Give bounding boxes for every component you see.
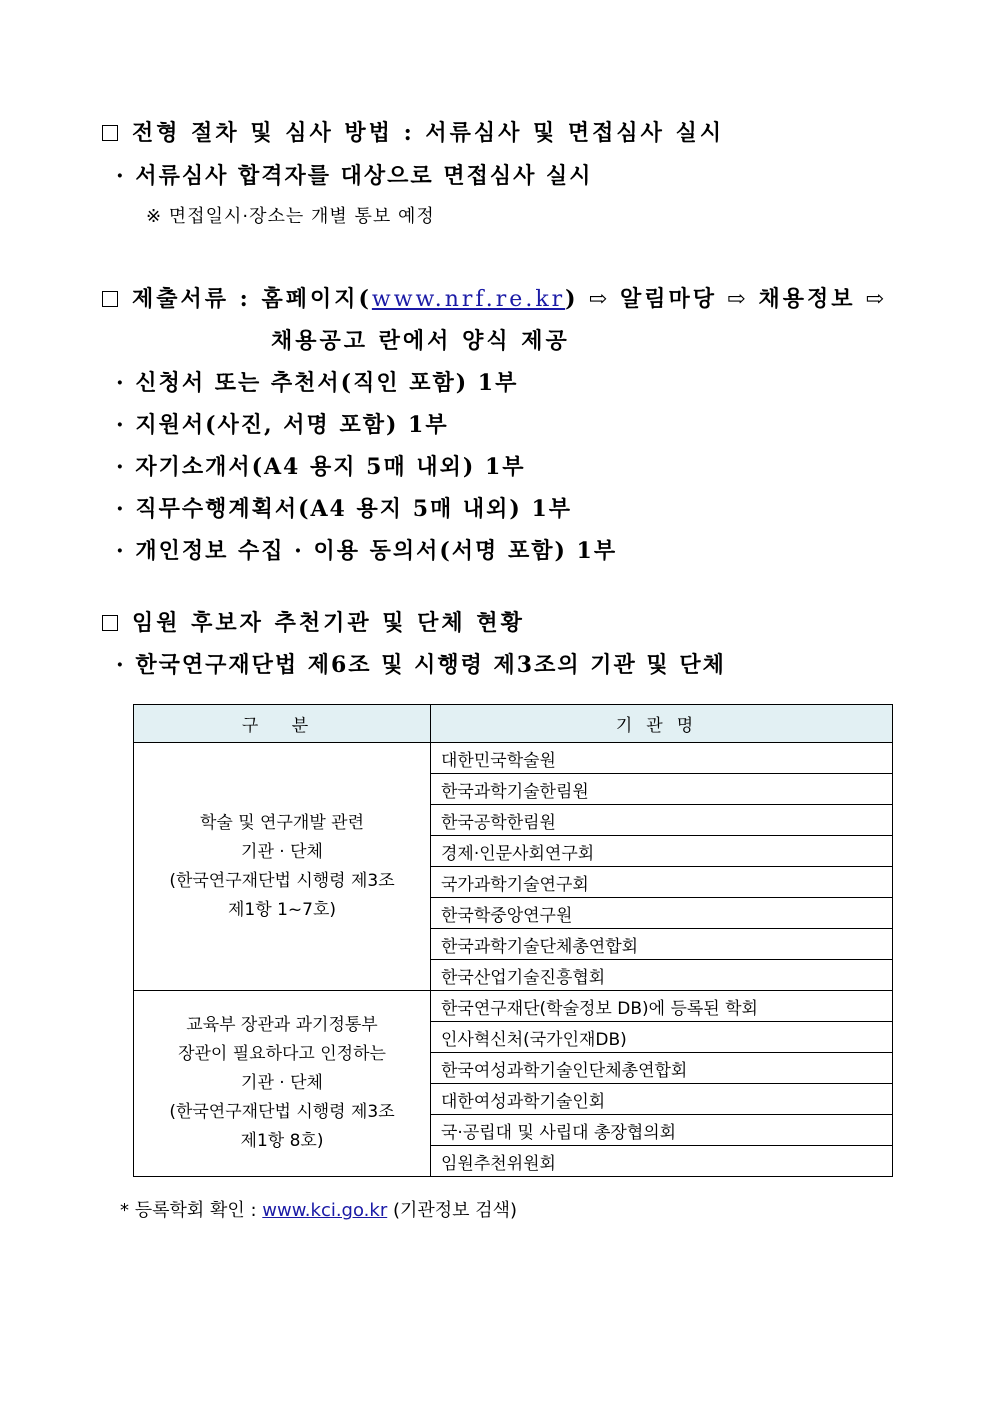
category-line: 교육부 장관과 과기정통부 — [186, 1015, 378, 1035]
category-line: 제1항 1~7호) — [228, 899, 336, 920]
section1-bullet: · 서류심사 합격자를 대상으로 면접심사 실시 — [116, 163, 593, 189]
org-cell: 인사혁신처(국가인재DB) — [431, 1022, 893, 1053]
organization-table — [133, 704, 893, 1177]
org-cell: 한국공학한림원 — [431, 805, 893, 836]
org-cell: 대한여성과학기술인회 — [431, 1084, 893, 1115]
section3-bullet: · 한국연구재단법 제6조 및 시행령 제3조의 기관 및 단체 — [116, 652, 726, 678]
org-cell: 한국과학기술한림원 — [431, 774, 893, 805]
table-header-row — [134, 705, 893, 743]
category-cell-1 — [134, 743, 431, 991]
category-cell-2 — [134, 991, 431, 1177]
category-line: 학술 및 연구개발 관련 — [199, 812, 364, 833]
category-line: (한국연구재단법 시행령 제3조 — [169, 1102, 395, 1122]
checkbox-square-icon — [102, 291, 118, 307]
header-category: 구 분 — [134, 705, 431, 743]
nrf-link[interactable]: www.nrf.re.kr — [371, 287, 566, 312]
category-line: 기관 · 단체 — [241, 1073, 323, 1093]
org-cell: 국·공립대 및 사립대 총장협의회 — [431, 1115, 893, 1146]
arrow-right-icon: ⇨ — [588, 287, 611, 312]
section3-title: 임원 후보자 추천기관 및 단체 현황 — [132, 610, 525, 636]
section2-heading — [102, 282, 897, 313]
header-org-name: 기관명 — [431, 705, 893, 743]
table-row — [134, 743, 893, 774]
document-item: · 지원서(사진, 서명 포함) 1부 — [116, 412, 449, 438]
category-line: 기관 · 단체 — [241, 841, 323, 862]
section1-heading — [102, 116, 724, 147]
category-line: 장관이 필요하다고 인정하는 — [178, 1044, 386, 1064]
document-item: · 자기소개서(A4 용지 5매 내외) 1부 — [116, 454, 526, 480]
section3-heading — [102, 606, 525, 637]
org-cell: 한국연구재단(학술정보 DB)에 등록된 학회 — [431, 991, 893, 1022]
section1-note: ※ 면접일시·장소는 개별 통보 예정 — [146, 206, 435, 227]
org-cell: 한국여성과학기술인단체총연합회 — [431, 1053, 893, 1084]
org-cell: 대한민국학술원 — [431, 743, 893, 774]
footnote-prefix: * 등록학회 확인 : — [120, 1200, 263, 1221]
checkbox-square-icon — [102, 615, 118, 631]
category-line: (한국연구재단법 시행령 제3조 — [169, 870, 395, 891]
arrow-right-icon: ⇨ — [727, 287, 749, 312]
footnote-suffix: (기관정보 검색) — [387, 1200, 518, 1221]
document-item: · 개인정보 수집 · 이용 동의서(서명 포함) 1부 — [116, 538, 618, 564]
org-cell: 한국학중앙연구원 — [431, 898, 893, 929]
section2-title-prefix: 제출서류 : 홈페이지( — [132, 286, 372, 312]
org-cell: 임원추천위원회 — [431, 1146, 893, 1177]
path-item-2: 채용정보 — [758, 286, 856, 312]
kci-link[interactable]: www.kci.go.kr — [262, 1200, 388, 1221]
org-cell: 한국과학기술단체총연합회 — [431, 929, 893, 960]
document-item: · 신청서 또는 추천서(직인 포함) 1부 — [116, 370, 519, 396]
checkbox-square-icon — [102, 125, 118, 141]
path-item-1: 알림마당 — [620, 286, 718, 312]
section2-title-line2: 채용공고 란에서 양식 제공 — [271, 328, 570, 354]
footnote — [120, 1196, 517, 1222]
document-item: · 직무수행계획서(A4 용지 5매 내외) 1부 — [116, 496, 573, 522]
table-row — [134, 991, 893, 1022]
arrow-right-icon: ⇨ — [865, 287, 887, 312]
category-line: 제1항 8호) — [240, 1131, 324, 1151]
org-cell: 국가과학기술연구회 — [431, 867, 893, 898]
org-cell: 경제·인문사회연구회 — [431, 836, 893, 867]
section2-title-suffix: ) — [565, 286, 579, 312]
org-cell: 한국산업기술진흥협회 — [431, 960, 893, 991]
section1-title: 전형 절차 및 심사 방법 : 서류심사 및 면접심사 실시 — [132, 120, 725, 146]
